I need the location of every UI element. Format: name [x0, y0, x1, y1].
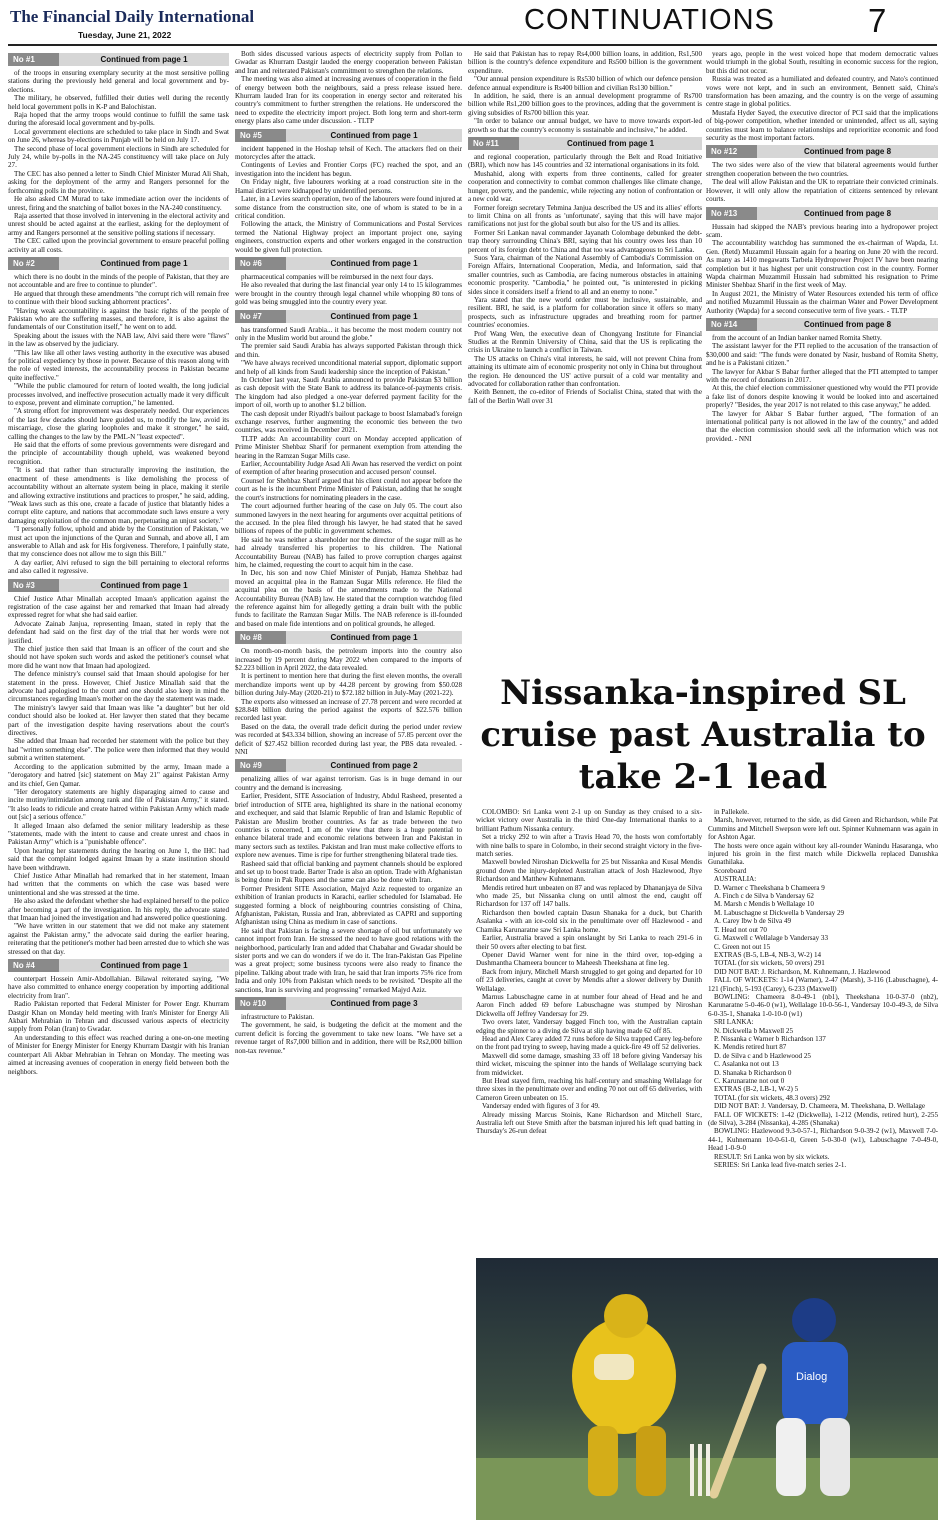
article-paragraph: He said that the efforts of some previous governments were disregard and the principle of accountability though upheld, was weakened beyond recognition.	[8, 441, 229, 466]
continuation-number: No #12	[706, 145, 757, 158]
scorecard-line: BOWLING: Hazlewood 9.3-0-57-1, Richardson 9-0-39-2 (w1), Maxwell 7-0-44-1, Kuhnemann 10-0-61-0, Green 5-0-30-0 (w1), Labuschagne 7-0-49-0, Head 1-0-9-0	[708, 1127, 938, 1153]
sports-paragraph: The hosts were once again without key all-rounder Wanindu Hasaranga, who injured his groin in the first match while Dickwella replaced Danushka Gunathilaka.	[708, 841, 938, 867]
sports-headline: Nissanka-inspired SL cruise past Australia to take 2-1 lead	[480, 673, 926, 797]
sports-paragraph: But Head stayed firm, reaching his half-century and smashing Wellalage for three sixes in the penultimate over and ending 70 not out off 65 deliveries, with Cameron Green unbeaten on 15.	[476, 1077, 702, 1102]
scorecard-line: C. Karunaratne not out 0	[714, 1077, 785, 1085]
article-paragraph: "We have always received unconditional material support, diplomatic support and help of all kinds from Saudi leadership since the inception of Pakistan."	[235, 359, 462, 376]
continuation-number: No #2	[8, 257, 59, 270]
article-paragraph: The exports also witnessed an increase of 27.78 percent and were recorded at $28.848 billion during the period against the exports of $22.576 billion recorded last year.	[235, 697, 462, 723]
sports-paragraph: COLOMBO: Sri Lanka went 2-1 up on Sunday as they cruised to a six-wicket victory over Australia in the third One-day International thanks to a brilliant Pathum Nissanka century.	[476, 808, 702, 833]
continuation-number: No #3	[8, 579, 59, 592]
continuation-tag	[706, 318, 938, 331]
article-paragraph: He also revealed that during the last financial year only 14 to 15 kilogrammes were brought in the country through legal channel while whopping 80 tons of gold was being smuggled into the country every year.	[235, 281, 462, 307]
article-paragraph: In October last year, Saudi Arabia announced to provide Pakistan $3 billion as cash deposit with the State Bank to address its balance-of-payments crisis. The kingdom had also pledged a one-year deferred payment facility for the import of oil, worth up to another $1.2 billion.	[235, 376, 462, 410]
article-paragraph: The two sides were also of the view that bilateral agreements would further strengthen cooperation between the two countries.	[706, 161, 938, 178]
article-paragraph: "While the public clamoured for return of looted wealth, the long judicial processes involved, and ineffective prosecution actually made it very difficult to expose, prevent and eliminate corruption," he lamented.	[8, 382, 229, 408]
masthead-rule	[8, 44, 937, 46]
continuation-number: No #4	[8, 959, 59, 972]
article-paragraph: The US attacks on China's vital interests, he said, will not prevent China from attaining its ultimate aim of economic prosperity not only in China but throughout the region. He denounced the US' active pursuit of a cold war mentality and advocated for collaboration rather than confrontation.	[468, 354, 702, 389]
continuation-title: Continued from page 1	[286, 129, 462, 142]
continuation-tag	[8, 53, 229, 66]
article-paragraph: "Her derogatory statements are highly disparaging aimed to cause and incite mutiny/intimidation among rank and file of Pakistan Army," it stated. "It also leads to ridicule and create hatred within Pakistan Army which made out [sic] a serious offence."	[8, 787, 229, 822]
scorecard-line: RESULT: Sri Lanka won by six wickets.	[714, 1152, 830, 1161]
article-paragraph: The accountability watchdog has summoned the ex-chairman of Wapda, Lt. Gen. (Retd) Muzammil Hussain again for a hearing on June 20 with the record. As many as 1410 megawatts Tarbela Hydropower Project IV have been nearing completion but it has highest per unit construction cost in the country. Former Wapda chairman Muzammil Hussain had submitted his resignation to Prime Minister Shehbaz Sharif in the first week of May.	[706, 239, 938, 290]
scorecard-line: C. Green not out 15	[714, 942, 771, 951]
article-paragraph: The meeting was also aimed at increasing avenues of cooperation in the field of energy between both the neighbours, said a press release issued here. Khurram lauded Iran for its cooperation in energy sector and reiterated his country's commitment to further strengthen the relations. He underscored the need to expedite the electricity import project. Both long term and short-term energy plans also came under discussion. - TLTP	[235, 75, 462, 126]
jersey-text: Dialog	[796, 1371, 828, 1383]
section-title: CONTINUATIONS	[524, 4, 775, 36]
paper-date: Tuesday, June 21, 2022	[78, 30, 172, 40]
continuation-tag	[235, 257, 462, 270]
continuation-title: Continued from page 8	[757, 318, 938, 331]
scorecard-line: AUSTRALIA:	[714, 875, 757, 884]
continuation-tag	[235, 759, 462, 772]
scorecard-line: SERIES: Sri Lanka lead five-match series 2-1.	[714, 1161, 847, 1170]
scorecard-line: DID NOT BAT: J. Richardson, M. Kuhnemann, J. Hazlewood	[714, 967, 891, 976]
column-2	[235, 50, 462, 1524]
stumps	[690, 1444, 710, 1496]
sports-paragraph: Mendis retired hurt unbeaten on 87 and was replaced by Dhananjaya de Silva who made 25, but Nissanka clung on until almost the end, caught off Richardson for 137 off 147 balls.	[476, 883, 702, 909]
article-paragraph: Mushahid, along with experts from three continents, called for greater cooperation and connectivity to combat common challenges like climate change, hunger, poverty, and the pandemic, while rejecting any notion of confrontation or a new cold war.	[468, 169, 702, 204]
continuation-title: Continued from page 2	[286, 759, 462, 772]
article-paragraph: The military, he observed, fulfilled their duties well during the recently held local government polls in K-P and Balochistan.	[8, 94, 229, 111]
article-paragraph: "I personally follow, uphold and abide by the Constitution of Pakistan, we must act upon the injunctions of the Quran and Sunnah, and above all, I am answerable to Allah and ask for His forgiveness. Therefore, I painfully state, that my conscience does not allow me to sign this Bill."	[8, 525, 229, 559]
sports-paragraph: Maxwell did some damage, smashing 33 off 18 before giving Vandersay his third wicket, miscuing the spinner into the hands of Wellalage scurrying back from midwicket.	[476, 1051, 702, 1077]
continuation-title: Continued from page 1	[286, 631, 462, 644]
continuation-tag	[235, 997, 462, 1010]
sports-paragraph: Opener David Warner went for nine in the third over, top-edging a Dushmantha Chameera bouncer to Maheesh Theekshana at fine leg.	[476, 950, 702, 968]
article-paragraph: Local government elections are scheduled to take place in Sindh and Swat on June 26, whereas by-elections in Punjab will be held on July 17.	[8, 127, 229, 145]
continuation-title: Continued from page 1	[286, 310, 462, 323]
sports-paragraph: Maxwell bowled Niroshan Dickwella for 25 but Nissanka and Kusal Mendis ground down the injury-depleted Australian attack of Josh Hazlewood, Jhye Richardson and Matthew Kuhnemann.	[476, 858, 702, 884]
article-paragraph: The deal will allow Pakistan and the UK to repatriate their convicted criminals. However, it will only allow the repatriation of citizens sentenced by relevant courts.	[706, 178, 938, 204]
continuation-title: Continued from page 1	[59, 959, 229, 972]
article-paragraph: The lawyer for Akbar S Babar further argued, "The formation of an international political party is not allowed in the law of the country," and added that the election commission should seek all the information which was not provided. - NNI	[706, 409, 938, 443]
sports-paragraph: Marnus Labuschagne came in at number four ahead of Head and he and Aaron Finch added 69 before Labuschagne was stumped by Niroshan Dickwella off Jeffrey Vandersay for 29.	[476, 992, 702, 1018]
article-paragraph: Later, in a Levies search operation, two of the labourers were found injured at some distance from the construction site, one of whom is stated to be in a critical condition.	[235, 195, 462, 220]
scorecard-line: D. Warner c Theekshana b Chameera 9	[714, 883, 825, 892]
article-paragraph: Mustafa Hyder Sayed, the executive director of PCI said that the implications of big-power competition, whether intended or unintended, affect us all, saying countries must learn to balance relationships and reprioritize economic and food security as the most important factors.	[706, 108, 938, 143]
article-paragraph: Counsel for Shehbaz Sharif argued that his client could not appear before the court as he is the incumbent Prime Minister of Pakistan, adding that he sought the court's instructions for nominating pleaders in the case.	[235, 476, 462, 502]
article-paragraph: Earlier, Accountability Judge Asad Ali Awan has reserved the verdict on point of exemption of after hearing prosecution and accused person' counsel.	[235, 460, 462, 477]
scorecard-line: A. Finch c de Silva b Vandersay 62	[714, 892, 814, 901]
article-paragraph: from the account of an Indian banker named Romita Shetty.	[712, 333, 882, 342]
scorecard-line: D. Shanaka b Richardson 0	[714, 1068, 792, 1077]
sports-paragraph: Back from injury, Mitchell Marsh struggled to get going and departed for 10 off 23 deliveries, caught at cover by Mendis after a slower delivery by Dunith Wellalage.	[476, 967, 702, 993]
continuation-tag	[706, 145, 938, 158]
continuation-number: No #5	[235, 129, 286, 142]
article-paragraph: The lawyer for Akbar S Babar further alleged that the PTI attempted to tamper with the record of donations in 2017.	[706, 367, 938, 384]
article-paragraph: and regional cooperation, particularly through the Belt and Road Initiative (BRI), which now has 145 countries and 32 international organisations in its fold.	[468, 153, 702, 170]
article-paragraph: Contingents of Levies and Frontier Corps (FC) reached the spot, and an investigation into the incident has begun.	[235, 161, 462, 178]
continuation-number: No #1	[8, 53, 59, 66]
scorecard-column	[708, 808, 938, 1254]
sports-paragraph: Already missing Marcus Stoinis, Kane Richardson and Mitchell Starc, Australia left out Steve Smith after the batsman injured his left quad batting in Thursday's 26-run defeat	[476, 1110, 702, 1136]
scorecard-line: TOTAL (for six wickets, 50 overs) 291	[714, 959, 825, 968]
article-paragraph: Raja hoped that the army troops would continue to fulfill the same task during the aforesaid local government and by-polls.	[8, 111, 229, 128]
article-paragraph: He argued that through these amendments "the corrupt rich will remain free to continue with their blood sucking abhorrent practices".	[8, 289, 229, 307]
article-paragraph: He also asked CM Murad to take immediate action over the incidents of unrest, firing and the snatching of ballot boxes in the NA-240 constituency.	[8, 195, 229, 212]
scorecard-line: C. Asalanka not out 13	[714, 1060, 779, 1069]
article-paragraph: It is pertinent to mention here that during the first eleven months, the overall merchandize imports went up by 44.28 percent by growing from $50.028 billion during July-May (2020-21) to $72.182 billion in July-May (2021-22).	[235, 672, 462, 698]
article-paragraph: The premier said Saudi Arabia has always supported Pakistan through thick and thin.	[235, 342, 462, 359]
scorecard-line: BOWLING: Chameera 8-0-49-1 (nb1), Theekshana 10-0-37-0 (nb2), Karunaratne 5-0-46-0 (w1), Wellalage 10-0-56-1, Vandersay 10-0-49-3, de Silva 6-0-35-1, Shanaka 1-0-10-0 (w1)	[708, 992, 938, 1018]
article-paragraph: At this, the chief election commissioner questioned why would the PTI provide a fake list of donors despite knowing it would be looked into and ascertained properly? "Besides, the year 2017 is not related to this case anyway," he added.	[706, 384, 938, 410]
article-paragraph: Keith Bennett, the co-editor of Friends of Socialist China, stated that with the fall of the Berlin Wall over 31	[468, 388, 702, 405]
article-paragraph: In addition, he said, there is an annual development programme of Rs700 billion while Rs1,200 billion goes to the provinces, adding that the government is giving subsidies of Rs700 billion this year.	[468, 92, 702, 117]
article-paragraph: Prof Wang Wen, the executive dean of Chongyang Institute for Financial Studies at the Renmin University of China, said that the US is replicating the crisis in Ukraine to launch a conflict in Taiwan.	[468, 329, 702, 355]
continuation-title: Continued from page 8	[757, 207, 938, 220]
continuation-number: No #11	[468, 137, 519, 150]
paper-name: The Financial Daily International	[10, 7, 255, 26]
article-paragraph: Both sides discussed various aspects of electricity supply from Pollan to Gwadar as Khurram Dastgir lauded the energy cooperation between Pakistan and Iran and reiterated Pakistan's commitment to strengthen the relations.	[235, 50, 462, 75]
article-paragraph: The government, he said, is budgeting the deficit at the moment and the current deficit is forcing the government to take new loans. "We have set a revenue target of Rs7,000 billion and in addition, there will be Rs2,000 billion non-tax revenue."	[235, 1021, 462, 1055]
article-paragraph: The CEC called upon the provincial government to ensure peaceful polling activity at all costs.	[8, 237, 229, 254]
article-paragraph: "Our annual pension expenditure is Rs530 billion of which our defence pension defence annual expenditure is Rs400 billion and civilian Rs130 billion."	[468, 75, 702, 92]
article-paragraph: The cash deposit under Riyadh's bailout package to boost Islamabad's foreign exchange reserves, further augmenting the economic ties between the two countries, was received in December 2021.	[235, 409, 462, 435]
article-paragraph: Following the attack, the Ministry of Communications and Postal Services termed the National Highway project an important project one, saying engineers, construction experts and other workers engaged in the construction would be given full protection.	[235, 220, 462, 254]
scorecard-line: FALL OF WICKETS: 1-42 (Dickwella), 1-212 (Mendis, retired hurt), 2-255 (de Silva), 3-284 (Nissanka), 4-285 (Shanaka)	[708, 1110, 938, 1128]
article-paragraph: An understanding to this effect was reached during a one-on-one meeting of Minister for Energy Minister for Energy Khurram Dastgir with his Iranian counterpart Ali Akbar Mehrabian in Tehran on Monday. The meeting was aimed at increasing avenues of cooperation in energy field between both the neighbors.	[8, 1033, 229, 1076]
sports-paragraph: Vandersay ended with figures of 3 for 49.	[482, 1102, 600, 1111]
continuation-title: Continued from page 1	[286, 257, 462, 270]
article-paragraph: has transformed Saudi Arabia... it has become the most modern country not only in the Muslim world but around the globe."	[235, 325, 462, 342]
article-paragraph: He said he was neither a shareholder nor the director of the sugar mill as he had already transferred his properties to his children. The National Accountability Bureau (NAB) has failed to prove corruption charges against him, he claimed, requesting the court to acquit him in the case.	[235, 535, 462, 569]
sports-paragraph: Earlier, Australia braved a spin onslaught by Sri Lanka to reach 291-6 in their 50 overs after electing to bat first.	[476, 934, 702, 951]
article-paragraph: She added that Imaan had recorded her statement with the police but they had "written something else". The police were then informed that they would submit a written statement.	[8, 737, 229, 763]
column-3	[468, 50, 702, 664]
article-paragraph: In Dec, his son and now Chief Minister of Punjab, Hamza Shehbaz had moved an acquittal plea in the Ramzan Sugar Mills reference. He filed the acquittal plea on the basis of the amendments made to the National Accountability Bureau (NAB) law. He stated that the corruption watchdog filed the reference against him for allegedly getting a drain built with the public funds to facilitate the Ramzan Sugar Mills. The NAB reference is ill-founded and based on male fide intentions and on political grounds, he alleged.	[235, 569, 462, 628]
sports-story-column	[476, 808, 702, 1254]
article-paragraph: Radio Pakistan reported that Federal Minister for Power Engr. Khurram Dastgir Khan on Monday held meeting with Iran's Minister for Energy Ali Akbari Mehrabian in Tehran and discussed various aspects of electricity supply from Polan (Iran) to Gwadar.	[8, 1000, 229, 1034]
column-1	[8, 50, 229, 1524]
scorecard-line: SRI LANKA:	[714, 1018, 754, 1027]
article-paragraph: "We have written in our statement that we did not make any statement against the Pakistan army," the advocate said during the earlier hearing, reiterating that the petitioner's mother had been arrested due to which she was stressed on that day.	[8, 922, 229, 956]
continuation-number: No #14	[706, 318, 757, 331]
article-paragraph: According to the application submitted by the army, Imaan made a "derogatory and hatred [sic] statement on May 21" against Pakistan Army and its chief, Gen Qamar.	[8, 762, 229, 788]
scorecard-line: FALL OF WICKETS: 1-14 (Warner), 2-47 (Marsh), 3-116 (Labuschagne), 4-121 (Finch), 5-193 (Carey), 6-233 (Maxwell)	[708, 976, 938, 993]
sports-paragraph: Richardson then bowled captain Dasun Shanaka for a duck, but Charith Asalanka - with an ice-cold six in the penultimate over off Hazlewood - and Chamika Karunaratne saw Sri Lanka home.	[476, 908, 702, 934]
article-paragraph: Based on the data, the overall trade deficit during the period under review was recorded at $43.334 billion, showing an increase of 57.85 percent over the deficit of $27.452 billion recorded during last year, the PBS data revealed. - NNI	[235, 722, 462, 757]
scorecard-line: M. Labuschagne st Dickwella b Vandersay 29	[714, 908, 845, 917]
scorecard-line: A. Carey lbw b de Silva 49	[714, 917, 792, 926]
article-paragraph: "A strong effort for improvement was desperately needed. Our experiences of the last few decades should have guided us, to modify the law, avoid its miscarriage, close the glaring loopholes and make it stronger," he said, calling the changes to the law by the PML-N "least expected".	[8, 407, 229, 441]
article-paragraph: The court adjourned further hearing of the case on July 05. The court also summoned lawyers in the next hearing for arguments over acquittal petitions of the accused. In the plea filed through his lawyer, he had stated that he saved billions of rupees of the public in government schemes.	[235, 502, 462, 536]
article-paragraph: The CEC has also penned a letter to Sindh Chief Minister Murad Ali Shah, asking for the deployment of the army and Rangers personnel for the forthcoming polls in the province.	[8, 169, 229, 195]
article-paragraph: The ministry's lawyer said that Imaan was like "a daughter" but her old conduct should also be looked at. Her lawyer then stated that they became part of the investigation despite having reservations about the court's directives.	[8, 703, 229, 738]
scorecard-line: N. Dickwella b Maxwell 25	[714, 1026, 793, 1035]
sports-paragraph: Head and Alex Carey added 72 runs before de Silva trapped Carey leg-before on the front pad trying to sweep, having made a quick-fire 49 off 52 deliveries.	[476, 1034, 702, 1052]
article-paragraph: He said that Pakistan has to repay Rs4,000 billion loans, in addition, Rs1,500 billion is the country's defence expenditure and Rs500 billion is the government expenditure.	[468, 50, 702, 75]
article-paragraph: Rasheed said that official banking and payment channels should be explored and set up to boost trade. Barter Trade is also an option. Trade with Afghanistan is being done in Pak Rupees and the same can also be done with Iran.	[235, 859, 462, 885]
article-paragraph: Former Sri Lankan naval commander Jayanath Colombage debunked the debt-trap theory surrounding China's BRI, saying that his country owes less than 10 percent of its foreign debt to China and that too was advantageous to Sri Lanka.	[468, 228, 702, 254]
scorecard-line: P. Nissanka c Warner b Richardson 137	[714, 1034, 826, 1043]
continuation-number: No #13	[706, 207, 757, 220]
article-paragraph: Speaking about the issues with the NAB law, Alvi said there were "flaws" in the law as observed by the judiciary.	[8, 331, 229, 349]
scorecard-line: EXTRAS (B-5, LB-4, NB-3, W-2) 14	[714, 950, 822, 959]
continuation-number: No #7	[235, 310, 286, 323]
article-paragraph: Chief Justice Athar Minallah had remarked that in her statement, Imaan had written that the comments on which the case was based were unintentional and she was stressed at the time.	[8, 871, 229, 897]
scorecard-line: K. Mendis retired hurt 87	[714, 1043, 787, 1052]
article-paragraph: Chief Justice Athar Minallah accepted Imaan's application against the registration of the case against her and remarked that Imaan had already expressed regret for what she had said earlier.	[8, 594, 229, 620]
continuation-title: Continued from page 3	[286, 997, 462, 1010]
article-paragraph: The assistant lawyer for the PTI replied to the accusation of the transaction of $30,000 and said: "The funds were donated by Nasir, husband of Romita Shetty, and he is a Pakistani citizen."	[706, 342, 938, 368]
article-paragraph: The chief justice then said that Imaan is an officer of the court and she should not have spoken such words and asked the petitioner's counsel what more did he want now that Imaan had apologized.	[8, 645, 229, 670]
article-paragraph: "It is sad that rather than structurally improving the institution, the enactment of these amendments is like demolishing the process of accountability without an alternate system being in place, making it sterile and allowing extractive institutions and practices to prosper," he said, adding, "Weak laws such as this one, create a facade of justice that blatantly hides a corrupt elite capture, and nations that accommodate such laws ensure a very damaging exploitation of the common man, perpetuating an unjust society."	[8, 466, 229, 525]
sports-paragraph: Marsh, however, returned to the side, as did Green and Richardson, while Pat Cummins and Mitchell Swepson were left out. Spinner Kuhnemann was again in for Ashton Agar.	[708, 816, 938, 842]
continuation-tag	[8, 257, 229, 270]
article-paragraph: On month-on-month basis, the petroleum imports into the country also increased by 19 percent during May 2022 when compared to the imports of $2.223 billion in April 2022, the data revealed.	[235, 647, 462, 672]
article-paragraph: of the troops in ensuring exemplary security at the most sensitive polling stations during the previously held general and local government and by-elections.	[8, 69, 229, 94]
continuation-tag	[706, 207, 938, 220]
article-paragraph: Former President SITE Association, Majyd Aziz requested to organize an exhibition of Iranian products in Karachi, earlier scheduled for Islamabad. He suggested forming a block of neighbouring countries consisting of China, Afghanistan, Pakistan, Russia and Iran, abbreviated as CAPRI and supporting Afghanistan using China as medium in case of sanctions.	[235, 884, 462, 927]
continuation-title: Continued from page 1	[59, 257, 229, 270]
article-paragraph: "In order to balance our annual budget, we have to move towards export-led growth so that the country's economy is sustainable and inclusive," he added.	[468, 117, 702, 134]
continuation-number: No #9	[235, 759, 286, 772]
article-paragraph: infrastructure to Pakistan.	[241, 1013, 315, 1022]
article-paragraph: TLTP adds: An accountability court on Monday accepted application of Prime Minister Shehbaz Sharif for permanent exemption from attending the hearing in the Ramzan Sugar Mills case.	[235, 434, 462, 460]
continuation-tag	[235, 631, 462, 644]
sports-paragraph: Set a tricky 292 to win after a Travis Head 70, the hosts won comfortably with nine balls to spare in Colombo, in their second straight victory in the five-match series.	[476, 833, 702, 859]
continuation-tag	[235, 310, 462, 323]
scorecard-line: TOTAL (for six wickets, 48.3 overs) 292	[714, 1093, 831, 1102]
continuation-title: Continued from page 1	[59, 53, 229, 66]
article-paragraph: years ago, people in the west voiced hope that modern democratic values would triumph in the global South, resulting in economic success for the region, but this did not occur.	[706, 50, 938, 75]
continuation-number: No #10	[235, 997, 286, 1010]
scorecard-line: DID NOT BAT: J. Vandersay, D. Chameera, M. Theekshana, D. Wellalage	[714, 1102, 926, 1111]
article-paragraph: He said that Pakistan is facing a severe shortage of oil but unfortunately we cannot import from Iran. He stressed the need to have good relations with the neighborhood, particularly Iran and added that Chabahar and Gwadar should be sister ports and we can do wonders if we do it. The Iran-Pakistan Gas Pipeline was a great project; some business tycoons were also ready to finance the pipeline. Talking about trade with Iran, he said that Iran imports 75% rice from India and only 10% from Pakistan which needs to be revisited. "Despite all the sanctions, Iran is surviving and progressing" remarked Majyd Aziz.	[235, 926, 462, 994]
continuation-tag	[468, 137, 702, 150]
scorecard-line: D. de Silva c and b Hazlewood 25	[714, 1051, 811, 1060]
article-paragraph: "This law like all other laws vesting authority in the executive was abused for political expediency by those in power. Because of this reason along with the role of vested interests, the accountability process in Pakistan became quite ineffective."	[8, 348, 229, 382]
continuation-tag	[8, 579, 229, 592]
continuation-title: Continued from page 8	[757, 145, 938, 158]
article-paragraph: which there is no doubt in the minds of the people of Pakistan, that they are not accountable and are free to continue to plunder".	[8, 272, 229, 290]
article-paragraph: incident happened in the Hoshap tehsil of Kech. The attackers fled on their motorcycles after the attack.	[235, 144, 462, 162]
article-paragraph: Upon hearing her statements during the hearing on June 1, the IHC had said that the complaint lodged against Imaan by a state institution should have been withdrawn.	[8, 846, 229, 872]
article-paragraph: Advocate Zainab Janjua, representing Imaan, stated in reply that the defendant had said on the first day of the trial that her words were not justified.	[8, 619, 229, 645]
article-paragraph: The defence ministry's counsel said that Imaan should apologise for her statement in the press. However, Chief Justice Minallah said that the advocate had apologised to the court and one should also keep in mind the circumstances regarding Imaan's mother on the day the statement was made.	[8, 670, 229, 704]
masthead	[0, 0, 945, 44]
article-paragraph: On Friday night, five labourers working at a road construction site in the Hamai district were kidnapped by unidentified persons.	[235, 178, 462, 195]
article-paragraph: Raja asserted that those involved in intervening in the electoral activity and unrest should be acted against at the earliest, asking for the deployment of army and Rangers personnel at the sensitive polling stations if necessary.	[8, 211, 229, 237]
column-4	[706, 50, 938, 664]
article-paragraph: pharmaceutical companies will be reimbursed in the next four days.	[241, 272, 434, 281]
article-paragraph: penalizing allies of war against terrorism. Gas is in huge demand in our country and the demand is increasing.	[235, 775, 462, 792]
scorecard-line: T. Head not out 70	[714, 925, 767, 934]
article-paragraph: Yara stated that the new world order must be inclusive, sustainable, and resilient. BRI, he said, is a platform for collaboration since it offers so many prospects, such as infrastructure upgrades and breathing room for partner countries' economies.	[468, 295, 702, 330]
article-paragraph: Hussain had skipped the NAB's previous hearing into a hydropower project scam.	[706, 222, 938, 239]
article-paragraph: "Having weak accountability is against the basic rights of the people of Pakistan who are the suffering masses, and therefore, it is also against the fundamentals of our Constitution itself," he went on to add.	[8, 306, 229, 332]
sports-paragraph: Two overs later, Vandersay bagged Finch too, with the Australian captain edging the spinner to a diving de Silva at slip having made 62 off 85.	[476, 1018, 702, 1035]
article-paragraph: Russia was treated as a humiliated and defeated country, and Nato's continued vows were not kept, and in such an environment, Bennett said, China's transformation has been amazing, and the country is on the verge of assuming centre stage in global politics.	[706, 75, 938, 109]
scorecard-line: M. Marsh c Mendis b Wellalage 10	[714, 900, 814, 909]
continuation-number: No #6	[235, 257, 286, 270]
continuation-tag	[235, 129, 462, 142]
sports-paragraph: in Pallekele.	[714, 808, 750, 816]
continuation-tag	[8, 959, 229, 972]
scorecard-line: EXTRAS (B-2, LB-1, W-2) 5	[714, 1085, 799, 1094]
article-paragraph: It alleged Imaan also defamed the senior military leadership as these "statements, made with the intent to cause and create unrest and chaos in Pakistan Army" which is a "punishable offence".	[8, 821, 229, 847]
article-paragraph: He also asked the defendant whether she had explained herself to the police after becoming a part of the investigation. In his reply, the advocate stated that Imaan had joined the investigation and had answered police questioning.	[8, 897, 229, 922]
scorecard-line: G. Maxwell c Wellalage b Vandersay 33	[714, 934, 829, 943]
article-paragraph: Suos Yara, chairman of the National Assembly of Cambodia's Commission on Foreign Affairs, International Cooperation, Media, and Information, said that smaller countries, such as Cambodia, are facing numerous obstacles in attaining economic prosperity. "Cambodia," he pointed out, "is uninterested in picking sides since it considers itself a friend to all and an enemy to none."	[468, 253, 702, 296]
article-paragraph: A day earlier, Alvi refused to sign the bill pertaining to electoral reforms and also called it regressive.	[8, 558, 229, 576]
continuation-number: No #8	[235, 631, 286, 644]
article-paragraph: Earlier, President, SITE Association of Industry, Abdul Rasheed, presented a brief introduction of SITE area, highlighted its share in the national economy and exchequer, and said that Islamic Republic of Iran and Islamic Republic of Pakistan are Muslim brother countries. As far as trade between the two countries is concerned, I am of the view that there is a huge potential to enhance bilateral trade and economic relations between Iran and Pakistan in many sectors such as textiles. Pakistan and Iran must make collective efforts to explore new avenues. Time is ripe for further strengthening bilateral trade ties.	[235, 792, 462, 860]
article-paragraph: counterpart Hossein Amir-Abdollahian. Bilawal reiterated saying, "We have also committed to enhance energy cooperation by importing additional electricity from Iran".	[8, 975, 229, 1000]
scorecard-line: Scoreboard	[714, 866, 747, 875]
continuation-title: Continued from page 1	[59, 579, 229, 592]
article-paragraph: Former foreign secretary Tehmina Janjua described the US and its allies' efforts to limit China on all fronts as 'unfortunate', saying that this will have major ramifications not just for the global south but also for the US and its allies.	[468, 203, 702, 229]
article-paragraph: In August 2021, the Ministry of Water Resources extended his term of office and notified Muzammil Hussain as the chairman Water and Power Development Authority (Wapda) for a second consecutive term of five years. - TLTP	[706, 289, 938, 315]
page-number: 7	[868, 2, 887, 39]
cricket-match-photo	[476, 1258, 938, 1520]
article-paragraph: The second phase of local government elections in Sindh are scheduled for July 24, while by-polls in the NA-245 constituency will take place on July 27.	[8, 144, 229, 170]
continuation-title: Continued from page 1	[519, 137, 702, 150]
